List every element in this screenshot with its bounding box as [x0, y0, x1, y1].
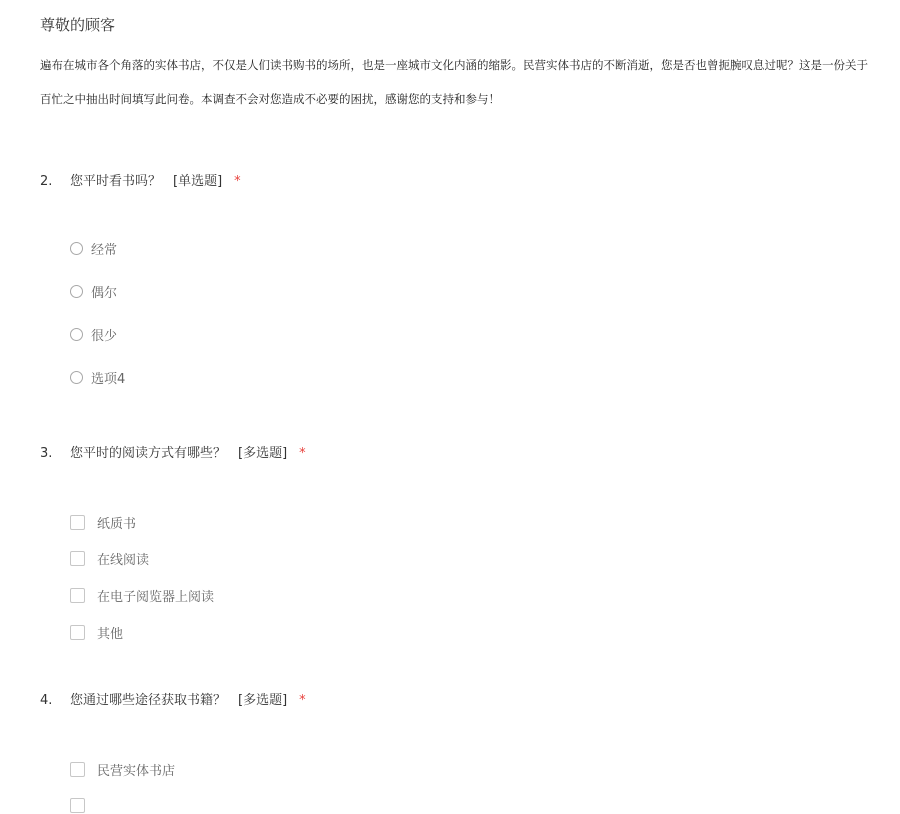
option-label: 其他	[97, 626, 124, 642]
question-number: 4.	[40, 693, 53, 708]
option-label: 很少	[91, 328, 118, 344]
survey-intro-line-1: 遍布在城市各个角落的实体书店，不仅是人们读书购书的场所，也是一座城市文化内涵的缩影。民营实体书店的不断消逝，您是否也曾扼腕叹息过呢？这是一份关于	[40, 58, 868, 72]
question-3-title	[40, 442, 306, 461]
option-label: 在线阅读	[97, 552, 150, 568]
checkbox[interactable]	[70, 551, 85, 566]
question-2-option-3[interactable]	[70, 325, 117, 343]
question-4-title	[40, 689, 306, 708]
option-label: 纸质书	[97, 516, 137, 532]
option-label: 民营实体书店	[97, 763, 176, 779]
question-type-label: [单选题]	[173, 174, 223, 189]
question-3-option-2[interactable]	[70, 549, 149, 567]
radio-button[interactable]	[70, 242, 83, 255]
question-text: 您平时的阅读方式有哪些？	[70, 446, 227, 461]
question-number: 2.	[40, 174, 53, 189]
option-label: 在电子阅览器上阅读	[97, 589, 215, 605]
question-2-option-2[interactable]	[70, 282, 117, 300]
question-4-option-2-partial[interactable]	[70, 796, 97, 814]
radio-button[interactable]	[70, 328, 83, 341]
option-label: 经常	[91, 242, 118, 258]
checkbox[interactable]	[70, 515, 85, 530]
option-label: 偶尔	[91, 285, 118, 301]
checkbox[interactable]	[70, 588, 85, 603]
question-3-option-1[interactable]	[70, 513, 136, 531]
question-type-label: [多选题]	[238, 446, 288, 461]
required-asterisk: *	[299, 693, 306, 708]
question-4-option-1[interactable]	[70, 760, 175, 778]
question-text: 您通过哪些途径获取书籍？	[70, 693, 227, 708]
question-3-option-4[interactable]	[70, 623, 123, 641]
required-asterisk: *	[299, 446, 306, 461]
survey-intro-line-2: 百忙之中抽出时间填写此问卷。本调查不会对您造成不必要的困扰，感谢您的支持和参与！	[40, 92, 500, 106]
radio-button[interactable]	[70, 285, 83, 298]
question-2-option-4[interactable]	[70, 368, 125, 386]
question-type-label: [多选题]	[238, 693, 288, 708]
required-asterisk: *	[234, 174, 241, 189]
question-2-title	[40, 170, 241, 189]
checkbox[interactable]	[70, 762, 85, 777]
option-label: 选项4	[91, 371, 126, 387]
question-2-option-1[interactable]	[70, 239, 117, 257]
question-number: 3.	[40, 446, 53, 461]
survey-greeting: 尊敬的顾客	[40, 16, 116, 34]
question-text: 您平时看书吗？	[70, 174, 162, 189]
question-3-option-3[interactable]	[70, 586, 214, 604]
checkbox[interactable]	[70, 625, 85, 640]
radio-button[interactable]	[70, 371, 83, 384]
